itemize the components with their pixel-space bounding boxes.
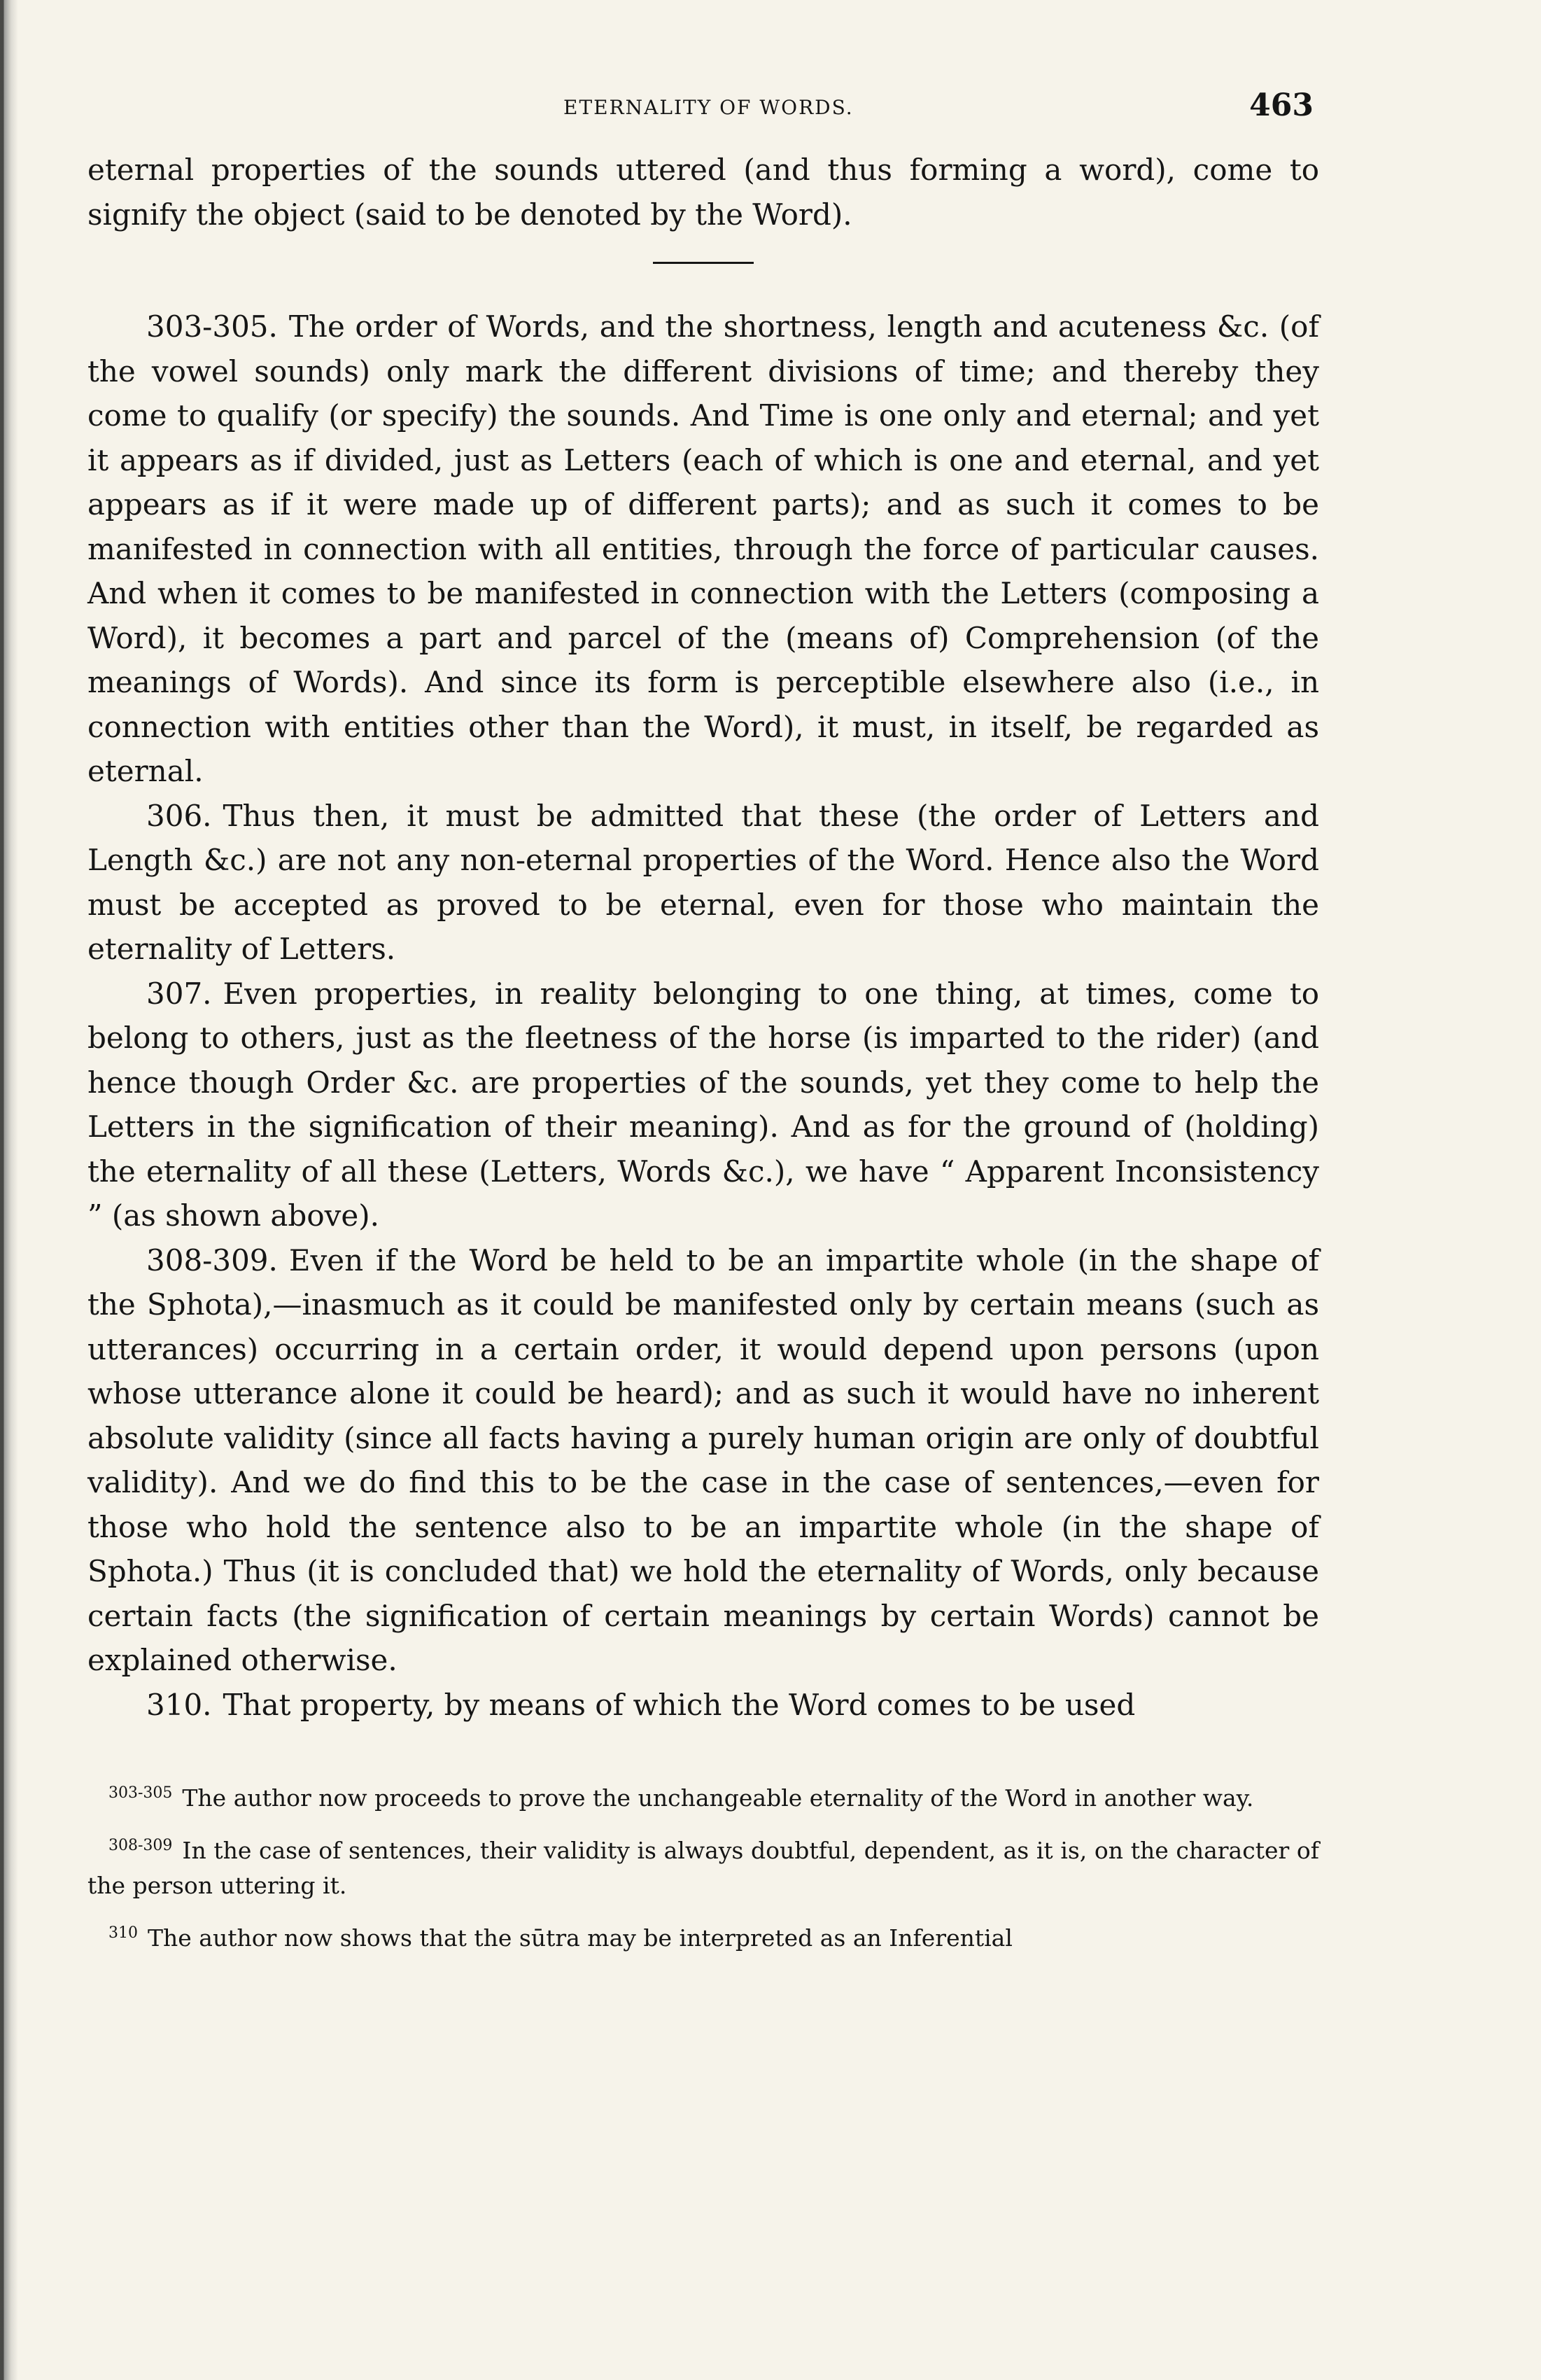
- scan-edge: [0, 0, 18, 2380]
- section-text: Thus then, it must be admitted that these (the order of Letters and Length &c.) are not any non-eternal properties of the Word. Hence also the Word must be accepted as proved to be eternal, even for those who maintain the eternality of Letters.: [87, 798, 1319, 966]
- footnote-ref: 308-309: [108, 1837, 173, 1854]
- section-number: 307.: [146, 976, 212, 1011]
- footnote-ref: 310: [108, 1924, 138, 1942]
- running-title: ETERNALITY OF WORDS.: [563, 96, 854, 119]
- book-page: [87, 88, 1319, 2258]
- footnote-303-305: [87, 1776, 1319, 1816]
- section-number: 303-305.: [146, 309, 278, 344]
- section-text: That property, by means of which the Word comes to be used: [223, 1687, 1136, 1722]
- section-text: Even if the Word be held to be an impartite whole (in the shape of the Sphota),—inasmuch as it could be manifested only by certain means (such as utterances) occurring in a certain order, it would depend upon persons (upon whose utterance alone it could be heard); and as such it would have no inherent absolute validity (since all facts having a purely human origin are only of doubtful validity). And we do find this to be the case in the case of sentences,—even for those who hold the sentence also to be an impartite whole (in the shape of Sphota.) Thus (it is concluded that) we hold the eternality of Words, only because certain facts (the signification of certain meanings by certain Words) cannot be explained otherwise.: [87, 1242, 1319, 1677]
- footnote-ref: 303-305: [108, 1784, 173, 1802]
- footnote-text: In the case of sentences, their validity is always doubtful, dependent, as it is, on the character of the person uttering it.: [87, 1837, 1319, 1899]
- page-number: 463: [1249, 88, 1314, 123]
- section-text: The order of Words, and the shortness, length and acuteness &c. (of the vowel sounds) only mark the different divisions of time; and thereby they come to qualify (or specify) the sounds. And Time is one only and eternal; and yet it appears as if divided, just as Letters (each of which is one and eternal, and yet appears as if it were made up of different parts); and as such it comes to be manifested in connection with all entities, through the force of particular causes. And when it comes to be manifested in connection with the Letters (composing a Word), it becomes a part and parcel of the (means of) Comprehension (of the meanings of Words). And since its form is perceptible elsewhere also (i.e., in connection with entities other than the Word), it must, in itself, be regarded as eternal.: [87, 309, 1319, 788]
- footnotes: [87, 1776, 1319, 1956]
- section-310: [87, 1683, 1319, 1728]
- continuation-paragraph: eternal properties of the sounds uttered (and thus forming a word), come to signify the object (said to be denoted by the Word).: [87, 153, 1319, 232]
- section-divider: [653, 262, 754, 264]
- section-number: 310.: [146, 1687, 212, 1722]
- footnote-310: [87, 1916, 1319, 1956]
- section-307: [87, 972, 1319, 1238]
- main-text: [87, 148, 1319, 1727]
- section-303-305: [87, 304, 1319, 794]
- section-308-309: [87, 1238, 1319, 1683]
- section-number: 306.: [146, 798, 212, 833]
- footnote-text: The author now proceeds to prove the unchangeable eternality of the Word in another way.: [182, 1784, 1254, 1812]
- section-text: Even properties, in reality belonging to one thing, at times, come to belong to others, just as the fleetness of the horse (is imparted to the rider) (and hence though Order &c. are properties of the sounds, yet they come to help the Letters in the signification of their meaning). And as for the ground of (holding) the eternality of all these (Letters, Words &c.), we have “ Apparent Inconsistency ” (as shown above).: [87, 976, 1319, 1233]
- footnote-text: The author now shows that the sūtra may be interpreted as an Inferential: [148, 1924, 1013, 1952]
- page-header: [87, 88, 1319, 134]
- footnote-308-309: [87, 1828, 1319, 1903]
- section-306: [87, 794, 1319, 972]
- section-number: 308-309.: [146, 1242, 278, 1278]
